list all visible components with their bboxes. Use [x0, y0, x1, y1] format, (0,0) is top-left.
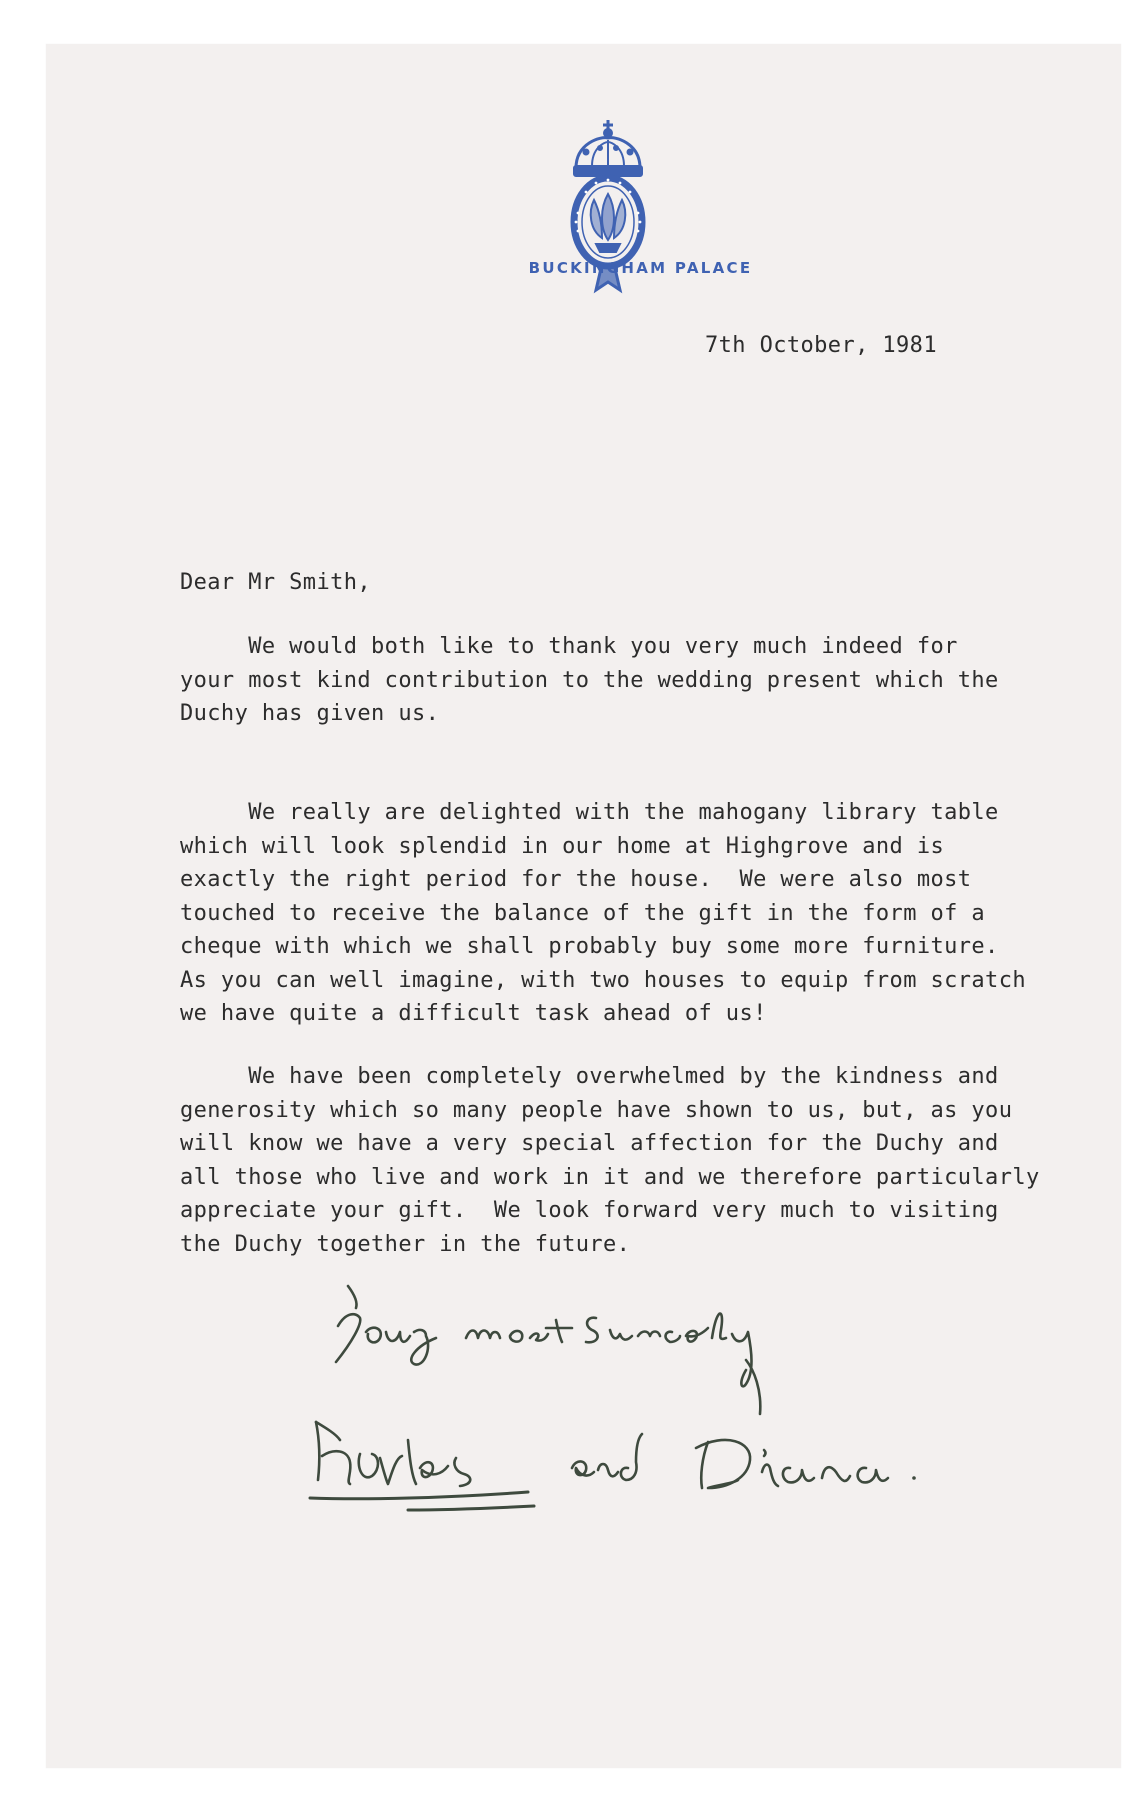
paragraph-1	[180, 630, 999, 731]
paragraph-line: we have quite a difficult task ahead of us!	[180, 1001, 767, 1026]
paragraph-line: all those who live and work in it and we therefore particularly	[180, 1164, 1040, 1190]
paragraph-line: We really are delighted with the mahogany library table	[180, 800, 999, 825]
letterhead-address: BUCKINGHAM PALACE	[528, 259, 753, 277]
handwritten-signature	[276, 1272, 956, 1572]
paragraph-line: generosity which so many people have shown to us, but, as you	[180, 1097, 1013, 1123]
paragraph-line: which will look splendid in our home at Highgrove and is	[180, 833, 945, 859]
paragraph-line: your most kind contribution to the wedding present which the	[180, 667, 999, 693]
paragraph-line: touched to receive the balance of the gift in the form of a	[180, 900, 986, 926]
paragraph-line: We have been completely overwhelmed by the kindness and	[180, 1064, 999, 1089]
paragraph-line: Duchy has given us.	[180, 701, 440, 726]
paragraph-line: As you can well imagine, with two houses to equip from scratch	[180, 967, 1026, 993]
letter-sheet	[46, 44, 1121, 1768]
paragraph-line: the Duchy together in the future.	[180, 1231, 631, 1257]
salutation: Dear Mr Smith,	[180, 570, 372, 595]
paragraph-3	[180, 1060, 1040, 1261]
paragraph-2	[180, 796, 1026, 1031]
paragraph-line: appreciate your gift. We look forward very much to visiting	[180, 1198, 999, 1223]
paragraph-line: will know we have a very special affection for the Duchy and	[180, 1131, 999, 1156]
paragraph-line: We would both like to thank you very much indeed for	[180, 634, 958, 659]
paragraph-line: exactly the right period for the house. We were also most	[180, 867, 972, 892]
paragraph-line: cheque with which we shall probably buy some more furniture.	[180, 934, 999, 959]
letter-date: 7th October, 1981	[705, 333, 937, 358]
